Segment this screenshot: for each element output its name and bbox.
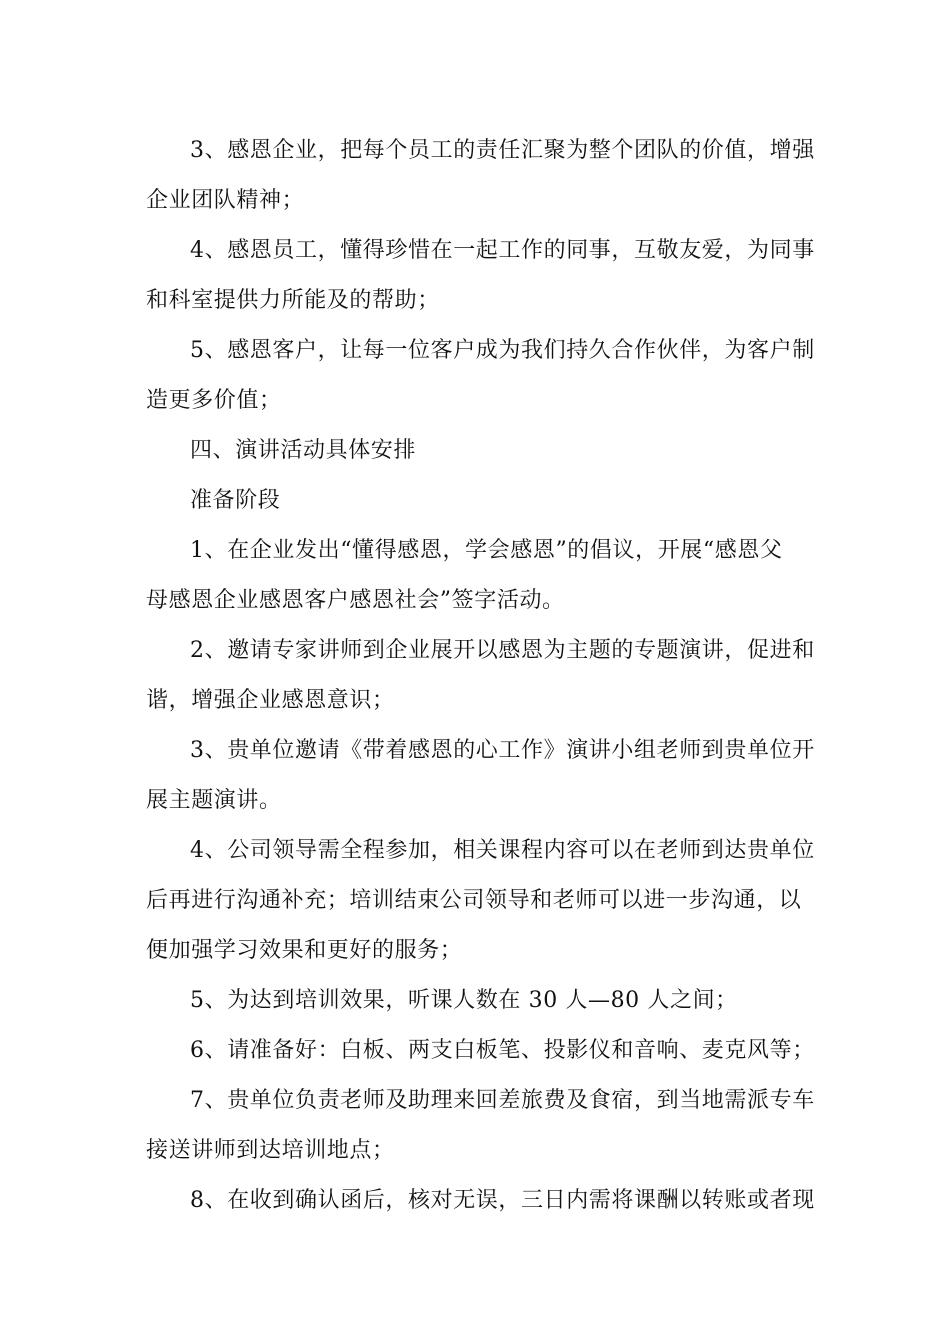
subsection-heading: 准备阶段 [190, 488, 281, 513]
section-heading: 四、演讲活动具体安排 [190, 438, 417, 463]
paragraph-line: 企业团队精神； [146, 188, 305, 213]
paragraph-line: 后再进行沟通补充；培训结束公司领导和老师可以进一步沟通，以 [146, 888, 802, 913]
paragraph-line: 4、感恩员工，懂得珍惜在一起工作的同事，互敬友爱，为同事 [190, 238, 815, 263]
paragraph-line: 2、邀请专家讲师到企业展开以感恩为主题的专题演讲，促进和 [190, 638, 815, 663]
paragraph-line: 母感恩企业感恩客户感恩社会”签字活动。 [146, 588, 565, 613]
paragraph-line: 造更多价值； [146, 388, 282, 413]
paragraph-line: 7、贵单位负责老师及助理来回差旅费及食宿，到当地需派专车 [190, 1088, 815, 1113]
paragraph-line: 5、为达到培训效果，听课人数在 30 人—80 人之间； [190, 988, 738, 1013]
paragraph-line: 接送讲师到达培训地点； [146, 1138, 395, 1163]
paragraph-line: 3、贵单位邀请《带着感恩的心工作》演讲小组老师到贵单位开 [190, 738, 815, 763]
paragraph-line: 3、感恩企业，把每个员工的责任汇聚为整个团队的价值，增强 [190, 138, 815, 163]
paragraph-line: 4、公司领导需全程参加，相关课程内容可以在老师到达贵单位 [190, 838, 815, 863]
paragraph-line: 8、在收到确认函后，核对无误，三日内需将课酬以转账或者现 [190, 1188, 815, 1213]
paragraph-line: 便加强学习效果和更好的服务； [146, 938, 463, 963]
paragraph-line: 5、感恩客户，让每一位客户成为我们持久合作伙伴，为客户制 [190, 338, 815, 363]
paragraph-line: 6、请准备好：白板、两支白板笔、投影仪和音响、麦克风等； [190, 1038, 815, 1063]
paragraph-line: 和科室提供力所能及的帮助； [146, 288, 440, 313]
paragraph-line: 1、在企业发出“懂得感恩，学会感恩”的倡议，开展“感恩父 [190, 538, 783, 563]
paragraph-line: 展主题演讲。 [146, 788, 282, 813]
paragraph-line: 谐，增强企业感恩意识； [146, 688, 395, 713]
